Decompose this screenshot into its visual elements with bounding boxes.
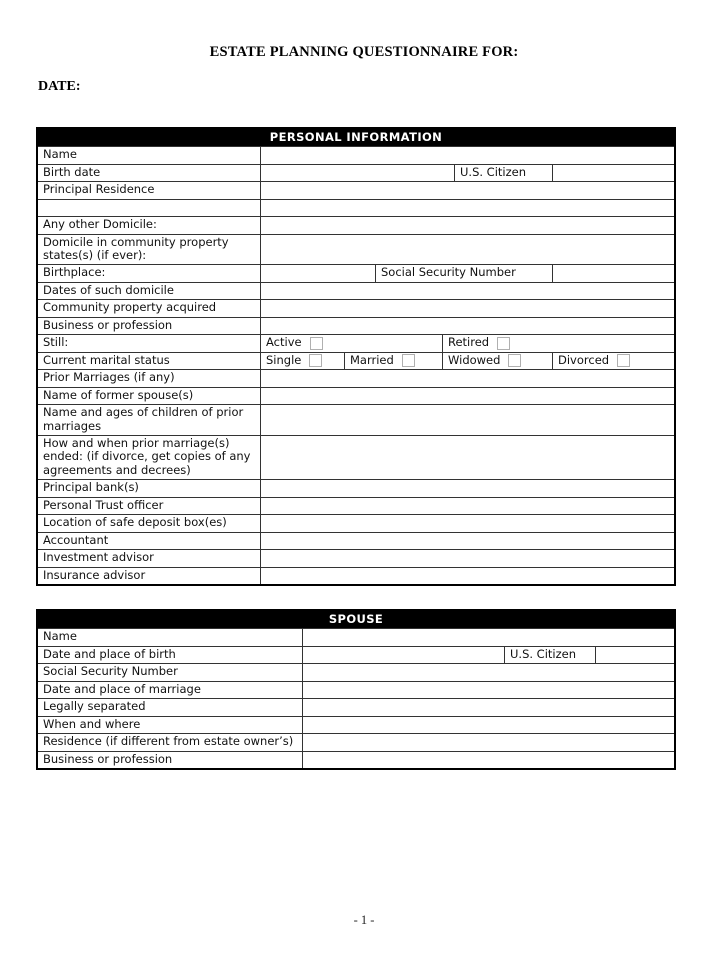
form-row [38,299,674,317]
row-label: Principal Residence [43,182,155,197]
checkbox-label: Divorced [558,352,610,367]
input-cell[interactable] [260,388,674,405]
input-cell[interactable] [260,300,674,317]
form-row [38,164,674,182]
input-cell[interactable] [260,498,674,515]
form-row [38,514,674,532]
page-title: ESTATE PLANNING QUESTIONNAIRE FOR: [209,44,519,60]
input-cell[interactable] [302,734,674,751]
input-cell[interactable] [260,235,674,265]
date-label: DATE: [38,79,81,94]
input-cell[interactable] [260,533,674,550]
checkbox-label: Active [266,335,302,350]
input-cell[interactable] [302,717,674,734]
row-label: Location of safe deposit box(es) [43,515,227,530]
row-label: Name and ages of children of prior marriages [43,405,244,433]
form-row [38,663,674,681]
checkbox-cell [442,335,674,352]
checkbox-cell [442,353,552,370]
checkbox-label: Retired [448,335,490,350]
form-row [38,216,674,234]
input-cell[interactable] [260,318,674,335]
form-row [38,628,674,646]
divorced-checkbox[interactable] [617,354,630,367]
form-row [38,497,674,515]
form-row [38,181,674,199]
row-label [38,200,260,217]
spouse-table [36,609,676,770]
row-label: Name [43,629,77,644]
row-label: Legally separated [43,699,146,714]
row-label: Principal bank(s) [43,480,139,495]
input-cell[interactable] [260,405,674,435]
row-label: Date and place of birth [43,646,176,661]
row-label: Name of former spouse(s) [43,387,194,402]
form-row [38,698,674,716]
row-label: Business or profession [43,751,173,766]
row-label: Name [43,147,77,162]
form-row [38,646,674,664]
form-row [38,334,674,352]
single-checkbox[interactable] [309,354,322,367]
form-row [38,716,674,734]
form-row [38,369,674,387]
retired-checkbox[interactable] [497,337,510,350]
row-label: When and where [43,716,141,731]
input-cell[interactable] [260,480,674,497]
row-label: Dates of such domicile [43,282,174,297]
input-cell[interactable] [302,647,504,664]
row-label: Accountant [43,532,109,547]
active-checkbox[interactable] [310,337,323,350]
input-cell[interactable] [260,515,674,532]
input-cell[interactable] [260,265,375,282]
form-row [38,317,674,335]
input-cell[interactable] [260,200,674,217]
row-label: How and when prior marriage(s) ended: (if divorce, get copies of any agreements and decrees) [43,435,251,478]
input-cell[interactable] [260,550,674,567]
form-row [38,532,674,550]
input-cell[interactable] [260,568,674,585]
form-row [38,199,674,217]
checkbox-label: Widowed [448,352,501,367]
form-row [38,387,674,405]
input-cell[interactable] [302,664,674,681]
row-label: Any other Domicile: [43,217,157,232]
input-cell[interactable] [552,265,674,282]
married-checkbox[interactable] [402,354,415,367]
input-cell[interactable] [260,283,674,300]
form-row [38,264,674,282]
checkbox-label: Single [266,352,302,367]
row-label: Prior Marriages (if any) [43,370,175,385]
form-row [38,146,674,164]
input-cell[interactable] [260,217,674,234]
form-row [38,404,674,435]
input-cell[interactable] [595,647,674,664]
row-label: Community property acquired [43,300,217,315]
row-label: Still: [43,335,69,350]
widowed-checkbox[interactable] [508,354,521,367]
form-row [38,282,674,300]
personal-information-table [36,127,676,586]
form-row [38,681,674,699]
row-label: Birth date [43,164,101,179]
checkbox-cell [552,353,674,370]
row-label: Current marital status [43,352,170,367]
input-cell[interactable] [260,436,674,479]
form-row [38,549,674,567]
row-label: Residence (if different from estate owner’s) [43,734,294,749]
row-label: Social Security Number [43,664,178,679]
section-header-personal: PERSONAL INFORMATION [38,129,674,146]
row-label: Business or profession [43,317,173,332]
row-label: Investment advisor [43,550,154,565]
row-label: Birthplace: [43,265,106,280]
input-cell[interactable] [260,147,674,164]
form-row [38,352,674,370]
input-cell[interactable] [552,165,674,182]
input-cell[interactable] [260,370,674,387]
section-header-spouse: SPOUSE [38,611,674,628]
input-cell[interactable] [260,182,674,199]
input-cell[interactable] [302,752,674,769]
input-cell[interactable] [302,699,674,716]
cell-label: U.S. Citizen [504,647,595,664]
form-row [38,435,674,479]
cell-label: U.S. Citizen [454,165,552,182]
cell-label: Social Security Number [375,265,552,282]
input-cell[interactable] [302,682,674,699]
form-row [38,733,674,751]
input-cell[interactable] [260,165,454,182]
row-label: Date and place of marriage [43,681,201,696]
row-label: Domicile in community property states(s) (if ever): [43,234,229,263]
form-row [38,751,674,769]
form-row [38,234,674,265]
checkbox-cell [344,353,442,370]
input-cell[interactable] [302,629,674,646]
checkbox-cell [260,353,344,370]
form-row [38,567,674,585]
page-number: - 1 - [353,913,375,927]
row-label: Personal Trust officer [43,497,164,512]
form-row [38,479,674,497]
row-label: Insurance advisor [43,567,146,582]
checkbox-cell [260,335,442,352]
checkbox-label: Married [350,352,394,367]
